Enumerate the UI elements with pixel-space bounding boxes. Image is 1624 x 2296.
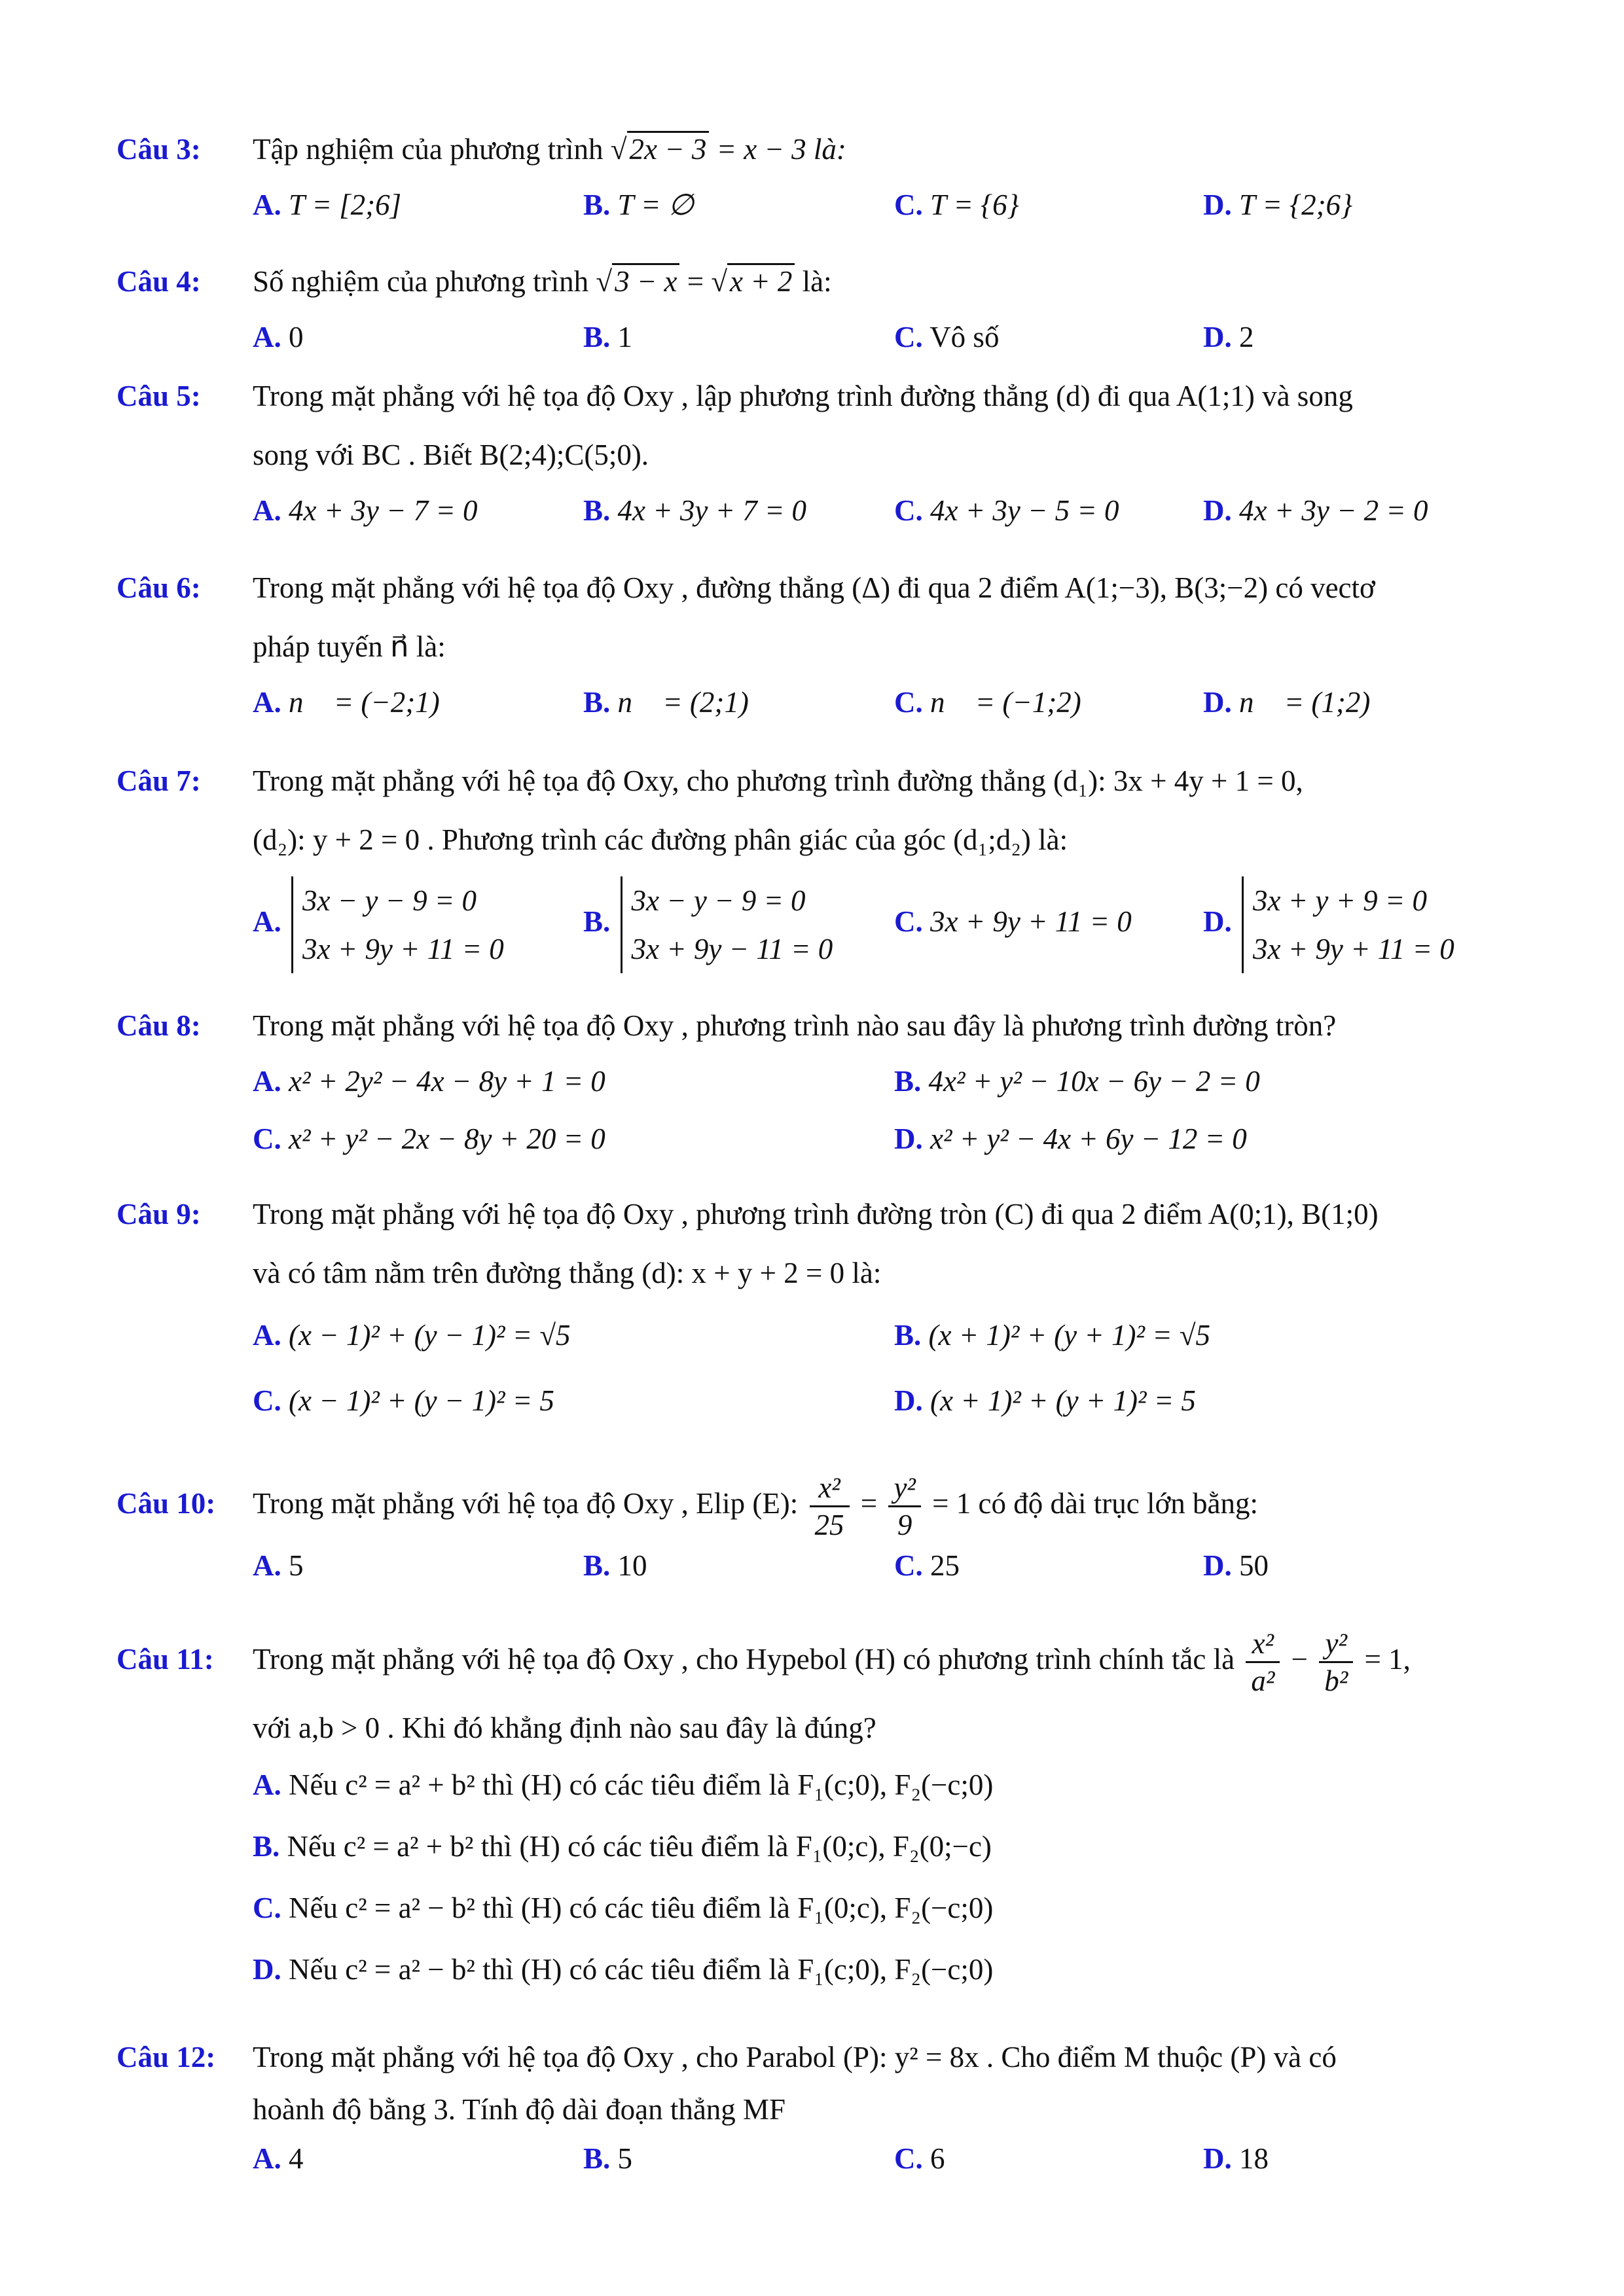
text-segment: D.: [1203, 686, 1232, 719]
text-segment: n⃗ = (−2;1): [289, 686, 440, 719]
option-d[interactable]: [1203, 676, 1370, 728]
option-d-row: [253, 1939, 1524, 2000]
option-a[interactable]: [253, 179, 401, 231]
question-stem: [253, 996, 1524, 1055]
option-a[interactable]: [253, 1754, 993, 1816]
option-b[interactable]: [583, 2132, 632, 2185]
option-c[interactable]: [894, 2132, 945, 2185]
question-4: [117, 252, 1524, 363]
text-segment: A.: [253, 1549, 281, 1582]
text-segment: 4: [289, 2142, 304, 2175]
text-segment: C.: [253, 1892, 281, 1924]
text-segment: A.: [253, 494, 281, 527]
question-stem: [253, 751, 1524, 869]
question-12: [117, 2028, 1524, 2185]
text-segment: 2: [1239, 321, 1254, 353]
text-segment: A.: [253, 1768, 281, 1801]
option-d[interactable]: [1203, 311, 1254, 363]
text-segment: B.: [583, 1549, 611, 1582]
option-a[interactable]: [253, 869, 504, 974]
question-label: Câu 7:: [117, 764, 201, 797]
text-segment: và có tâm nằm trên đường thẳng (d): x + y + 2 = 0 là:: [253, 1257, 882, 1289]
text-segment: A.: [253, 188, 281, 221]
text-segment: 4x + 3y − 5 = 0: [930, 494, 1119, 527]
question-label: Câu 9:: [117, 1198, 201, 1230]
text-segment: 0: [289, 321, 304, 353]
text-segment: Nếu c² = a² + b² thì (H) có các tiêu điểm là F₁(c;0), F₂(−c;0): [289, 1768, 994, 1801]
answer-options-row2: [253, 1113, 1524, 1165]
text-segment: 1: [617, 321, 633, 353]
question-label: Câu 5:: [117, 380, 201, 412]
question-3: [117, 120, 1524, 231]
text-segment: y²: [888, 1470, 920, 1507]
text-segment: 4x² + y² − 10x − 6y − 2 = 0: [928, 1065, 1260, 1098]
equation-system: [1242, 876, 1454, 973]
text-segment: B.: [583, 494, 611, 527]
question-stem: [253, 558, 1524, 676]
fraction: [1246, 1626, 1280, 1698]
text-segment: −: [1291, 1643, 1308, 1676]
text-segment: Trong mặt phẳng với hệ tọa độ Oxy , phương trình nào sau đây là phương trình đường tròn?: [253, 1009, 1337, 1042]
text-segment: (x + 1)² + (y + 1)² = √5: [928, 1319, 1211, 1352]
text-segment: 5: [289, 1549, 304, 1582]
text-segment: C.: [894, 494, 923, 527]
option-c[interactable]: [253, 1113, 605, 1165]
text-segment: n⃗ = (2;1): [617, 686, 749, 719]
text-segment: y²: [1319, 1626, 1353, 1663]
option-b[interactable]: [894, 1302, 1210, 1368]
text-segment: A.: [253, 1065, 281, 1098]
option-d[interactable]: [1203, 179, 1352, 231]
question-stem: [253, 1185, 1524, 1302]
text-segment: C.: [894, 686, 923, 719]
option-c[interactable]: [894, 869, 1132, 974]
text-segment: b²: [1324, 1664, 1348, 1698]
text-segment: x² + y² − 2x − 8y + 20 = 0: [289, 1122, 605, 1155]
option-a[interactable]: [253, 311, 304, 363]
fraction: [810, 1470, 850, 1543]
text-segment: A.: [253, 321, 281, 353]
text-segment: 4x + 3y − 2 = 0: [1239, 494, 1428, 527]
question-11: [117, 1617, 1524, 2000]
fraction: [888, 1470, 920, 1543]
question-9: [117, 1185, 1524, 1433]
question-7: [117, 751, 1524, 974]
option-a[interactable]: [253, 1302, 571, 1368]
question-label: Câu 3:: [117, 133, 201, 166]
option-d[interactable]: [1203, 1539, 1269, 1592]
text-segment: hoành độ bằng 3. Tính độ dài đoạn thẳng MF: [253, 2093, 786, 2126]
option-a[interactable]: [253, 2132, 304, 2185]
text-segment: 3x − y − 9 = 0: [302, 884, 477, 917]
text-segment: B.: [894, 1065, 922, 1098]
option-b[interactable]: [583, 1539, 647, 1592]
text-segment: C.: [894, 321, 923, 353]
question-label: Câu 10:: [117, 1487, 216, 1520]
text-segment: C.: [894, 1549, 923, 1582]
text-segment: C.: [894, 188, 923, 221]
text-segment: =: [860, 1487, 878, 1520]
text-segment: 3x + 9y + 11 = 0: [302, 932, 504, 965]
text-segment: = 1,: [1364, 1643, 1411, 1676]
question-stem: [253, 367, 1524, 484]
text-segment: A.: [253, 686, 281, 719]
text-segment: T = {2;6}: [1239, 188, 1353, 221]
text-segment: B.: [583, 905, 611, 938]
text-segment: 5: [617, 2142, 633, 2175]
text-segment: D.: [1203, 188, 1232, 221]
question-8: [117, 996, 1524, 1165]
option-b[interactable]: [253, 1816, 992, 1877]
text-segment: 9: [897, 1509, 912, 1542]
answer-options: [253, 484, 1524, 537]
text-segment: x + 2: [727, 263, 795, 298]
text-segment: T = {6}: [930, 188, 1019, 221]
option-c[interactable]: [253, 1368, 554, 1433]
option-c[interactable]: [894, 484, 1119, 537]
text-segment: D.: [1203, 2142, 1232, 2175]
text-segment: T = ∅: [617, 188, 694, 221]
text-segment: 3 − x: [612, 263, 679, 298]
text-segment: 50: [1239, 1549, 1269, 1582]
text-segment: Nếu c² = a² − b² thì (H) có các tiêu điểm là F₁(0;c), F₂(−c;0): [289, 1892, 994, 1924]
option-d[interactable]: [1203, 484, 1428, 537]
option-b[interactable]: [894, 1055, 1260, 1107]
text-segment: =: [687, 265, 704, 298]
text-segment: Số nghiệm của phương trình: [253, 265, 589, 298]
option-b-row: [253, 1816, 1524, 1877]
text-segment: D.: [1203, 321, 1232, 353]
option-d[interactable]: [1203, 2132, 1269, 2185]
sqrt-expression: 2x − 3: [627, 131, 710, 166]
text-segment: 10: [617, 1549, 647, 1582]
text-segment: T = [2;6]: [289, 188, 402, 221]
answer-options: [253, 179, 1524, 231]
text-segment: = 1 có độ dài trục lớn bằng:: [932, 1487, 1258, 1520]
question-stem: Tập nghiệm của phương trình √2x − 3 = x − 3 là:: [253, 120, 1524, 179]
text-segment: B.: [894, 1319, 922, 1352]
text-segment: Trong mặt phẳng với hệ tọa độ Oxy , cho Hypebol (H) có phương trình chính tắc là: [253, 1643, 1235, 1676]
equation-system: [291, 876, 504, 973]
option-a[interactable]: [253, 1055, 605, 1107]
text-segment: Trong mặt phẳng với hệ tọa độ Oxy , cho Parabol (P): y² = 8x . Cho điểm M thuộc (P) và có: [253, 2041, 1337, 2073]
question-5: [117, 367, 1524, 537]
question-label: Câu 12:: [117, 2041, 216, 2073]
text-segment: D.: [253, 1953, 281, 1986]
text-segment: D.: [1203, 905, 1232, 938]
answer-options-row2: [253, 1368, 1524, 1433]
text-segment: 3x + 9y − 11 = 0: [631, 932, 833, 965]
text-segment: B.: [583, 188, 611, 221]
question-label: Câu 6:: [117, 571, 201, 604]
option-a[interactable]: [253, 1539, 304, 1592]
option-d[interactable]: [1203, 869, 1454, 974]
text-segment: a²: [1251, 1664, 1275, 1698]
text-segment: Nếu c² = a² − b² thì (H) có các tiêu điểm là F₁(c;0), F₂(−c;0): [289, 1953, 994, 1986]
question-label: Câu 8:: [117, 1009, 201, 1042]
answer-options: [253, 1302, 1524, 1368]
answer-options: [253, 1539, 1524, 1592]
text-segment: 6: [930, 2142, 945, 2175]
text-segment: 18: [1239, 2142, 1269, 2175]
text-segment: C.: [894, 905, 923, 938]
text-segment: A.: [253, 2142, 281, 2175]
text-segment: với a,b > 0 . Khi đó khẳng định nào sau đây là đúng?: [253, 1712, 876, 1744]
text-segment: D.: [894, 1384, 923, 1417]
text-segment: x²: [810, 1470, 850, 1507]
text-segment: 3x + y + 9 = 0: [1253, 884, 1428, 917]
text-segment: A.: [253, 905, 281, 938]
option-a-row: [253, 1754, 1524, 1816]
answer-options: [253, 311, 1524, 363]
option-c[interactable]: [253, 1877, 993, 1939]
text-segment: song với BC . Biết B(2;4);C(5;0).: [253, 439, 649, 471]
question-label: Câu 11:: [117, 1643, 214, 1676]
text-segment: Trong mặt phẳng với hệ tọa độ Oxy , Elip (E):: [253, 1487, 799, 1520]
option-d[interactable]: [894, 1368, 1196, 1433]
option-b[interactable]: [583, 484, 806, 537]
text-segment: x² + 2y² − 4x − 8y + 1 = 0: [289, 1065, 605, 1098]
question-10: [117, 1461, 1524, 1592]
text-segment: (x − 1)² + (y − 1)² = 5: [289, 1384, 554, 1417]
text-segment: D.: [894, 1122, 923, 1155]
text-segment: C.: [894, 2142, 923, 2175]
option-d[interactable]: [894, 1113, 1247, 1165]
text-segment: n⃗ = (1;2): [1239, 686, 1371, 719]
text-segment: 25: [930, 1549, 960, 1582]
option-a[interactable]: [253, 484, 478, 537]
text-segment: 25: [814, 1509, 844, 1542]
text-segment: Tập nghiệm của phương trình: [253, 133, 604, 166]
option-b[interactable]: [583, 676, 749, 728]
text-segment: 4x + 3y − 7 = 0: [289, 494, 478, 527]
question-stem: [253, 2028, 1524, 2132]
option-d[interactable]: [253, 1939, 993, 2000]
text-segment: 4x + 3y + 7 = 0: [617, 494, 807, 527]
text-segment: Trong mặt phẳng với hệ tọa độ Oxy , lập phương trình đường thẳng (d) đi qua A(1;1) và song: [253, 380, 1353, 412]
option-c[interactable]: [894, 179, 1019, 231]
text-segment: B.: [583, 2142, 611, 2175]
text-segment: A.: [253, 1319, 281, 1352]
text-segment: Trong mặt phẳng với hệ tọa độ Oxy, cho phương trình đường thẳng (d₁): 3x + 4y + 1 = 0,: [253, 764, 1303, 797]
option-a[interactable]: [253, 676, 440, 728]
text-segment: B.: [583, 686, 611, 719]
question-stem: Số nghiệm của phương trình √3 − x = √x + 2 là:: [253, 252, 1524, 311]
text-segment: Trong mặt phẳng với hệ tọa độ Oxy , phương trình đường tròn (C) đi qua 2 điểm A(0;1), B(1;0): [253, 1198, 1379, 1230]
text-segment: là:: [802, 265, 832, 298]
text-segment: (x − 1)² + (y − 1)² = √5: [289, 1319, 571, 1352]
question-6: [117, 558, 1524, 728]
text-segment: C.: [253, 1122, 281, 1155]
question-stem: [253, 1617, 1524, 1702]
text-segment: x²: [1246, 1626, 1280, 1663]
text-segment: 3x + 9y + 11 = 0: [930, 905, 1132, 938]
option-b[interactable]: [583, 869, 833, 974]
text-segment: n⃗ = (−1;2): [930, 686, 1081, 719]
text-segment: = x − 3 là:: [716, 133, 846, 166]
fraction: [1319, 1626, 1353, 1698]
option-c[interactable]: [894, 311, 999, 363]
text-segment: Trong mặt phẳng với hệ tọa độ Oxy , đường thẳng (Δ) đi qua 2 điểm A(1;−3), B(3;−2) có vectơ: [253, 571, 1375, 604]
option-c[interactable]: [894, 676, 1081, 728]
text-segment: B.: [253, 1830, 280, 1863]
equation-system: [621, 876, 833, 973]
answer-options: [253, 676, 1524, 728]
text-segment: D.: [1203, 494, 1232, 527]
text-segment: Nếu c² = a² + b² thì (H) có các tiêu điểm là F₁(0;c), F₂(0;−c): [287, 1830, 992, 1863]
text-segment: 3x − y − 9 = 0: [631, 884, 806, 917]
option-b[interactable]: [583, 311, 632, 363]
text-segment: 3x + 9y + 11 = 0: [1253, 932, 1454, 965]
text-segment: Vô số: [929, 321, 1000, 353]
text-segment: (d₂): y + 2 = 0 . Phương trình các đường phân giác của góc (d₁;d₂) là:: [253, 823, 1068, 856]
text-segment: D.: [1203, 1549, 1232, 1582]
question-stem: [253, 1461, 1524, 1546]
option-b[interactable]: [583, 179, 694, 231]
answer-options: [253, 1055, 1524, 1113]
text-segment: pháp tuyến n⃗ là:: [253, 630, 446, 663]
text-segment: C.: [253, 1384, 281, 1417]
text-segment: B.: [583, 321, 611, 353]
text-segment: (x + 1)² + (y + 1)² = 5: [930, 1384, 1196, 1417]
answer-options: [253, 2132, 1524, 2185]
text-segment: x² + y² − 4x + 6y − 12 = 0: [930, 1122, 1247, 1155]
option-c[interactable]: [894, 1539, 960, 1592]
answer-options: [253, 869, 1524, 974]
option-c-row: [253, 1877, 1524, 1939]
question-label: Câu 4:: [117, 265, 201, 298]
question-stem-line2: [253, 1702, 1524, 1754]
